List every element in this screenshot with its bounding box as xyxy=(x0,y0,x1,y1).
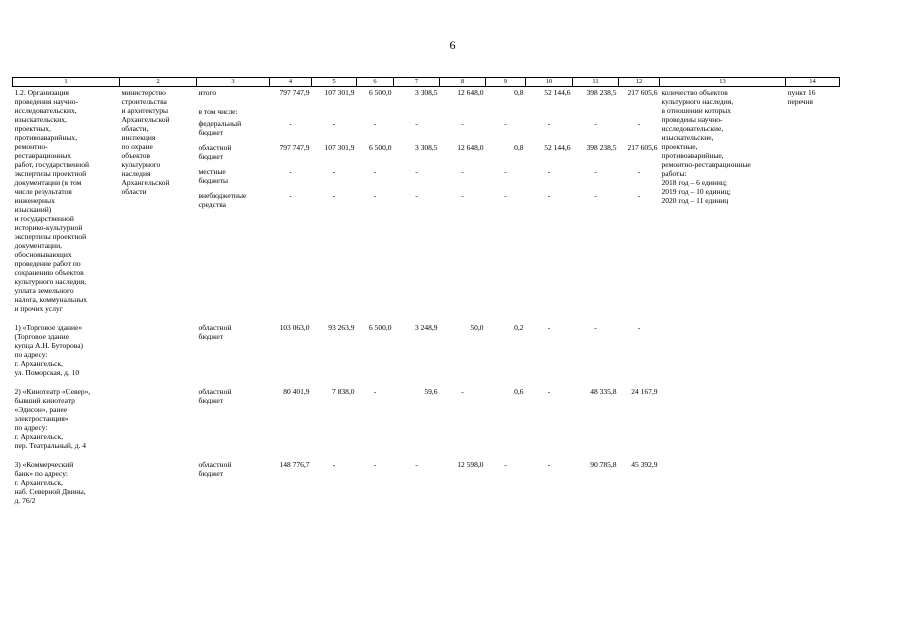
amount-value: 0,8 xyxy=(514,142,524,152)
amount-value: - xyxy=(332,118,336,128)
value-cell xyxy=(440,386,486,451)
amount-value: - xyxy=(332,166,336,176)
amount-value: 7 838,0 xyxy=(332,386,355,396)
amount-value: 0,6 xyxy=(514,386,524,396)
amount-value: 217 605,6 xyxy=(627,142,658,152)
value-cell xyxy=(357,322,394,378)
value-cell xyxy=(440,459,486,506)
column-number: 12 xyxy=(619,78,660,87)
amount-value xyxy=(272,107,310,119)
amount-value: - xyxy=(547,166,551,176)
result-cell xyxy=(660,386,786,451)
column-number: 1 xyxy=(13,78,120,87)
spacer-cell xyxy=(13,506,840,514)
amount-value: 797 747,9 xyxy=(279,142,310,152)
value-cell xyxy=(357,86,394,314)
amount-value xyxy=(314,107,355,119)
value-cell xyxy=(394,459,440,506)
row-spacer xyxy=(13,314,840,322)
amount-value: 217 605,6 xyxy=(627,87,658,97)
amount-value: - xyxy=(594,322,597,332)
amount-value: - xyxy=(415,118,418,128)
value-cell xyxy=(573,386,619,451)
value-cell xyxy=(619,459,660,506)
amount-value: 3 308,5 xyxy=(415,142,438,152)
column-number: 14 xyxy=(786,78,840,87)
amount-value: 3 248,9 xyxy=(415,322,438,332)
amount-value: - xyxy=(415,166,418,176)
amount-value xyxy=(621,107,658,119)
amount-value: 12 648,0 xyxy=(457,87,484,97)
amount-value: - xyxy=(289,190,292,200)
funding-source-label: внебюджетные средства xyxy=(198,190,247,209)
funding-source-cell xyxy=(197,386,270,451)
value-cell xyxy=(357,459,394,506)
amount-value: 6 500,0 xyxy=(369,87,392,97)
table-row xyxy=(13,459,840,506)
value-cell xyxy=(486,386,526,451)
amount-value: - xyxy=(547,322,551,332)
amount-value: 0,2 xyxy=(514,322,524,332)
executor-cell xyxy=(120,386,197,451)
value-cell xyxy=(440,86,486,314)
amount-value: - xyxy=(461,190,464,200)
amount-value: - xyxy=(373,386,377,396)
amount-value: - xyxy=(504,118,507,128)
column-number: 13 xyxy=(660,78,786,87)
amount-value: - xyxy=(373,166,377,176)
amount-value: - xyxy=(332,190,336,200)
funding-source-label: федеральный бюджет xyxy=(198,118,242,137)
page-number: 6 xyxy=(449,38,456,52)
column-number: 11 xyxy=(573,78,619,87)
amount-value: - xyxy=(504,166,507,176)
funding-source-cell xyxy=(197,459,270,506)
event-name-cell: 2) «Кинотеатр «Север», бывший кинотеатр «Эдисон», ранее электростанция» по адресу: г. Архангельск, пер. Театральный, д. 4 xyxy=(14,386,91,450)
amount-value: 398 238,5 xyxy=(586,87,617,97)
amount-value: - xyxy=(637,118,641,128)
reference-cell: пункт 16 перечня xyxy=(787,87,816,106)
value-cell xyxy=(394,322,440,378)
value-cell xyxy=(486,86,526,314)
spacer-cell xyxy=(13,314,840,322)
table-row xyxy=(13,386,840,451)
funding-source-cell xyxy=(197,322,270,378)
amount-value: - xyxy=(373,459,377,469)
amount-value: - xyxy=(461,118,464,128)
amount-value: - xyxy=(373,118,377,128)
amount-value: 59,6 xyxy=(424,386,438,396)
value-cell xyxy=(270,86,312,314)
amount-value: 93 263,9 xyxy=(328,322,355,332)
amount-value: 12 598,0 xyxy=(457,459,484,469)
value-cell xyxy=(526,386,573,451)
amount-value xyxy=(442,107,484,119)
event-name-cell: 1.2. Организация проведения научно- исследовательских, изыскательских, проектных, противоаварийных, ремонтно- реставрационных работ, государственной экспертизы проектной документации (в том числе результатов инженерных изысканий) и государственной историко-культурной экспертизы проектной документации, обосновывающих проведение работ по сохранению объектов культурного наследия, уплата земельного налога, коммунальных и прочих услуг xyxy=(14,87,89,313)
amount-value: - xyxy=(547,459,551,469)
funding-source-label: в том числе: xyxy=(198,106,238,116)
reference-cell xyxy=(786,386,840,451)
executor-cell: министерство строительства и архитектуры Архангельской области, инспекция по охране объектов культурного наследия Архангельской области xyxy=(121,87,170,196)
value-cell xyxy=(270,459,312,506)
value-cell xyxy=(394,386,440,451)
value-cell xyxy=(312,86,357,314)
amount-value: - xyxy=(461,166,464,176)
funding-source-cell xyxy=(197,86,270,314)
column-number: 2 xyxy=(120,78,197,87)
funding-source-label: областной бюджет xyxy=(198,386,232,405)
amount-value: 148 776,7 xyxy=(279,459,310,469)
amount-value: - xyxy=(594,190,597,200)
funding-source-label: итого xyxy=(198,87,217,97)
amount-value: 107 301,9 xyxy=(324,142,355,152)
value-cell xyxy=(486,322,526,378)
column-number: 10 xyxy=(526,78,573,87)
amount-value xyxy=(488,107,524,119)
amount-value xyxy=(359,107,392,119)
amount-value: - xyxy=(373,190,377,200)
amount-value: 3 308,5 xyxy=(415,87,438,97)
row-spacer xyxy=(13,451,840,459)
spacer-cell xyxy=(13,378,840,386)
column-number: 3 xyxy=(197,78,270,87)
value-cell xyxy=(270,386,312,451)
executor-cell xyxy=(120,322,197,378)
amount-value: - xyxy=(415,190,418,200)
value-cell xyxy=(619,322,660,378)
column-number-row xyxy=(13,78,840,87)
table-row xyxy=(13,86,840,314)
value-cell xyxy=(526,322,573,378)
column-number: 9 xyxy=(486,78,526,87)
amount-value: 90 785,8 xyxy=(590,459,617,469)
amount-value: - xyxy=(547,118,551,128)
amount-value: - xyxy=(547,386,551,396)
amount-value: - xyxy=(637,190,641,200)
spacer-cell xyxy=(13,451,840,459)
amount-value xyxy=(528,107,571,119)
amount-value: 24 167,9 xyxy=(631,386,658,396)
amount-value: 80 401,9 xyxy=(283,386,310,396)
reference-cell xyxy=(786,459,840,506)
amount-value: 107 301,9 xyxy=(324,87,355,97)
value-cell xyxy=(573,322,619,378)
amount-value: - xyxy=(504,459,507,469)
value-cell xyxy=(573,459,619,506)
column-number: 6 xyxy=(357,78,394,87)
amount-value xyxy=(575,107,617,119)
amount-value: 45 392,9 xyxy=(631,459,658,469)
amount-value: 50,0 xyxy=(470,322,484,332)
table-row xyxy=(13,322,840,378)
value-cell xyxy=(526,86,573,314)
event-name-cell: 1) «Торговое здание» (Торговое здание купца А.Н. Буторова) по адресу: г. Архангельск, ул. Поморская, д. 10 xyxy=(14,322,84,377)
amount-value: 48 335,8 xyxy=(590,386,617,396)
amount-value: - xyxy=(594,166,597,176)
value-cell xyxy=(312,386,357,451)
value-cell xyxy=(619,86,660,314)
amount-value: - xyxy=(504,190,507,200)
column-number: 4 xyxy=(270,78,312,87)
amount-value: - xyxy=(289,118,292,128)
funding-source-label: областной бюджет xyxy=(198,459,232,478)
value-cell xyxy=(312,322,357,378)
amount-value: 52 144,6 xyxy=(544,142,571,152)
value-cell xyxy=(486,459,526,506)
column-number: 8 xyxy=(440,78,486,87)
amount-value: 103 063,0 xyxy=(279,322,310,332)
result-cell xyxy=(660,322,786,378)
value-cell xyxy=(526,459,573,506)
value-cell xyxy=(270,322,312,378)
amount-value: 6 500,0 xyxy=(369,322,392,332)
amount-value: 398 238,5 xyxy=(586,142,617,152)
amount-value: - xyxy=(637,322,641,332)
value-cell xyxy=(440,322,486,378)
value-cell xyxy=(357,386,394,451)
value-cell xyxy=(312,459,357,506)
column-number: 7 xyxy=(394,78,440,87)
result-cell: количество объектов культурного наследия, в отношении которых проведены научно- исследовательские, изыскательские, проектные, противоаварийные, ремонтно-реставрационные работы: 2018 год – 6 единиц; 2019 год – 10 единиц; 2020 год – 11 единиц xyxy=(661,87,751,205)
value-cell xyxy=(619,386,660,451)
funding-source-label: местные бюджеты xyxy=(198,166,229,185)
amount-value: - xyxy=(415,459,418,469)
amount-value: - xyxy=(547,190,551,200)
executor-cell xyxy=(120,459,197,506)
amount-value: - xyxy=(289,166,292,176)
column-number: 5 xyxy=(312,78,357,87)
amount-value: 0,8 xyxy=(514,87,524,97)
value-cell xyxy=(394,86,440,314)
amount-value: 6 500,0 xyxy=(369,142,392,152)
result-cell xyxy=(660,459,786,506)
amount-value: - xyxy=(637,166,641,176)
amount-value: 797 747,9 xyxy=(279,87,310,97)
amount-value: 12 648,0 xyxy=(457,142,484,152)
program-table xyxy=(12,77,840,514)
event-name-cell: 3) «Коммерческий банк» по адресу: г. Архангельск, наб. Северной Двины, д. 76/2 xyxy=(14,459,86,505)
row-spacer xyxy=(13,378,840,386)
amount-value: - xyxy=(332,459,336,469)
row-spacer xyxy=(13,506,840,514)
amount-value: - xyxy=(461,386,464,396)
funding-source-label: областной бюджет xyxy=(198,322,232,341)
value-cell xyxy=(573,86,619,314)
amount-value: - xyxy=(594,118,597,128)
reference-cell xyxy=(786,322,840,378)
amount-value: 52 144,6 xyxy=(544,87,571,97)
funding-source-label: областной бюджет xyxy=(198,142,232,161)
amount-value xyxy=(396,107,438,119)
